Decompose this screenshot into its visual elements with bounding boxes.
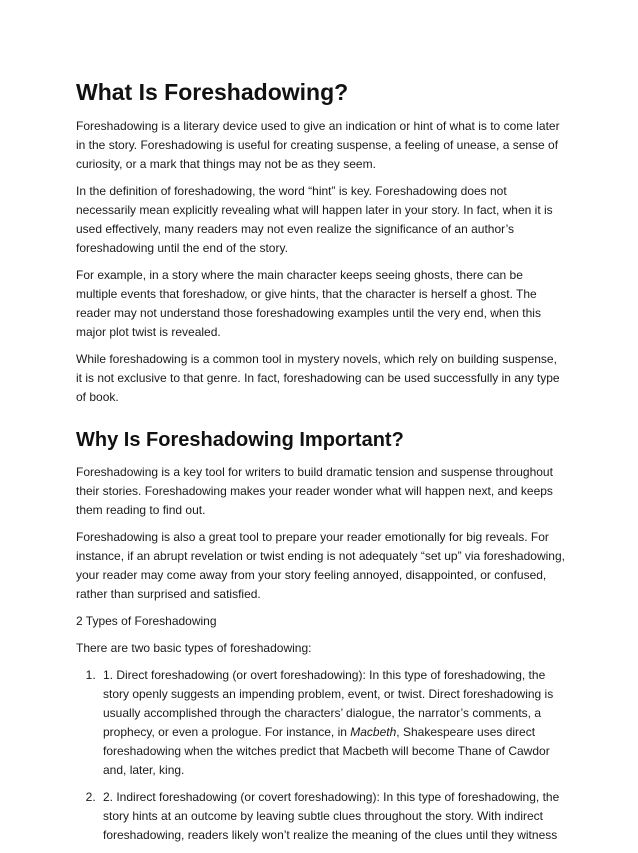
- paragraph-dramatic-tension: Foreshadowing is a key tool for writers to build dramatic tension and suspense throughout their stories. Foreshadowing makes your reader wonder what will happen next, and keeps them reading to find out.: [76, 465, 553, 517]
- list-item-direct-text-start: 1. Direct foreshadowing (or overt foreshadowing): In this type of foreshadowing, the story openly suggests an impending problem, event, or twist. Direct foreshadowing is usually accomplished through the characters’ dialogue, the narrator’s comments, a prophecy, or even a prologue. For instance, in: [103, 668, 554, 739]
- paragraph-big-reveals: Foreshadowing is also a great tool to prepare your reader emotionally for big reveals. For instance, if an abrupt revelation or twist ending is not adequately “set up” via foreshadowing, your reader may come away from your story feeling annoyed, disappointed, or confused, rather than surprised and satisfied.: [76, 530, 565, 601]
- paragraph-example: For example, in a story where the main character keeps seeing ghosts, there can be multiple events that foreshadow, or give hints, that the character is herself a ghost. The reader may not understand those foreshadowing examples until the very end, when this major plot twist is revealed.: [76, 268, 541, 339]
- heading-what-is-foreshadowing: What Is Foreshadowing?: [76, 79, 349, 105]
- heading-why-important: Why Is Foreshadowing Important?: [76, 429, 404, 451]
- paragraph-definition: Foreshadowing is a literary device used to give an indication or hint of what is to come later in the story. Foreshadowing is useful for creating suspense, a feeling of unease, a sense of curiosity, or a mark that things may not be as they seem.: [76, 119, 560, 171]
- paragraph-hint: In the definition of foreshadowing, the word “hint” is key. Foreshadowing does not necessarily mean explicitly revealing what will happen later in your story. In fact, when it is used effectively, many readers may not even realize the significance of an author’s foreshadowing until the end of the story.: [76, 184, 553, 255]
- list-item-direct-italic: Macbeth: [350, 725, 397, 739]
- list-item-direct: [99, 666, 566, 780]
- paragraph-types-title: 2 Types of Foreshadowing: [76, 614, 217, 628]
- list-item-indirect-text: 2. Indirect foreshadowing (or covert foreshadowing): In this type of foreshadowing, the story hints at an outcome by leaving subtle clues throughout the story. With indirect foreshadowing, readers likely won’t realize the meaning of the clues until they witness: [103, 790, 560, 842]
- document-page: [76, 78, 566, 853]
- list-item-direct-text-end: , Shakespeare uses direct foreshadowing when the witches predict that Macbeth will become Thane of Cawdor and, later, king.: [103, 725, 550, 777]
- foreshadowing-types-list: [76, 666, 566, 845]
- paragraph-genre: While foreshadowing is a common tool in mystery novels, which rely on building suspense, it is not exclusive to that genre. In fact, foreshadowing can be used successfully in any type of book.: [76, 352, 560, 404]
- paragraph-types-intro: There are two basic types of foreshadowing:: [76, 641, 312, 655]
- list-item-indirect: [99, 788, 566, 845]
